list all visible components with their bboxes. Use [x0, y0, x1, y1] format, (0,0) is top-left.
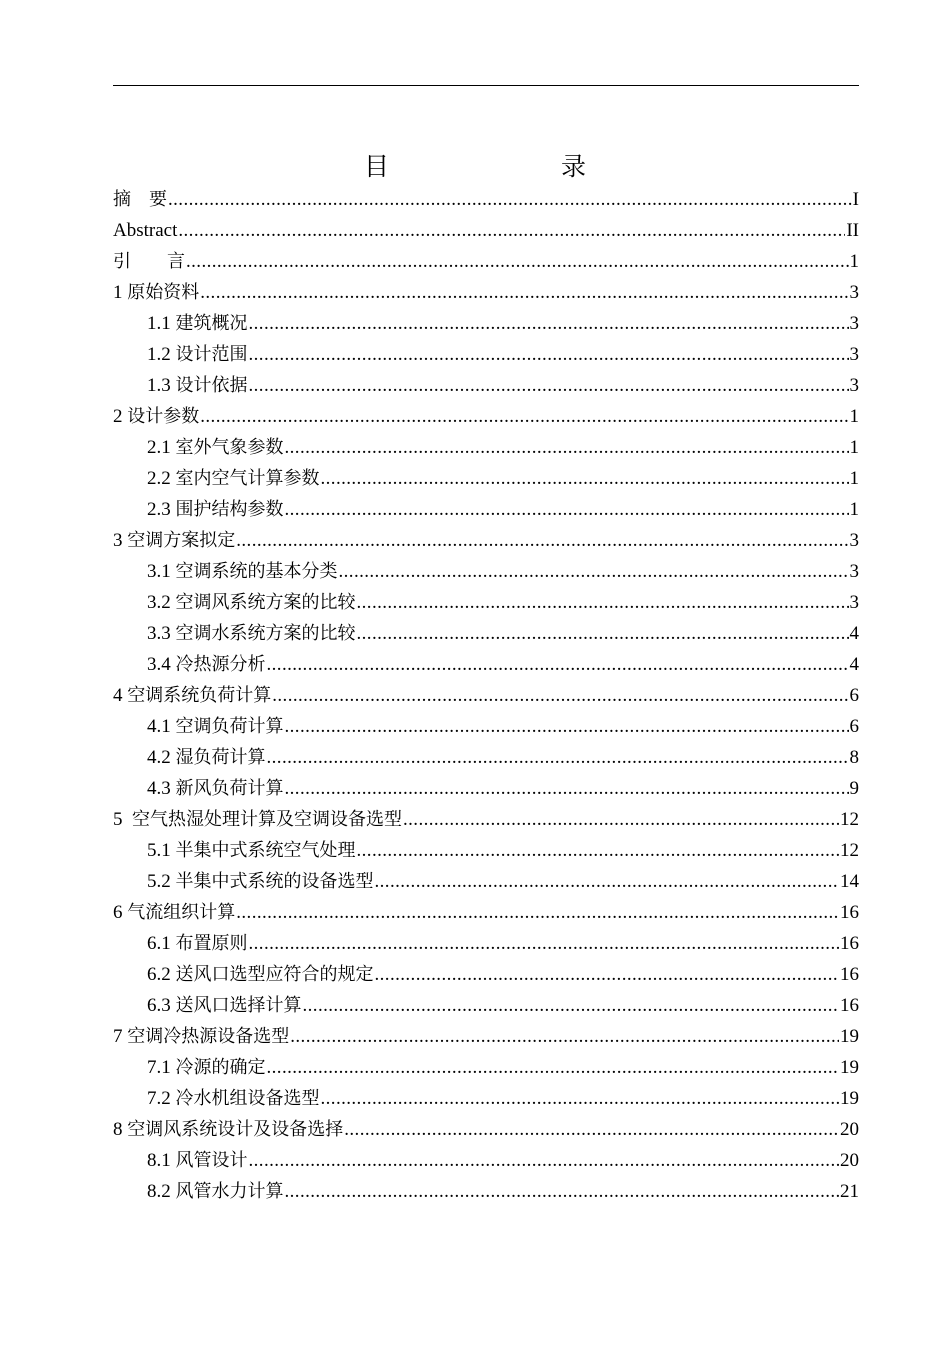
toc-entry-text: 湿负荷计算 [175, 747, 266, 768]
toc-page-number: 8 [849, 747, 859, 768]
toc-entry[interactable] [113, 928, 859, 959]
toc-entry[interactable] [113, 618, 859, 649]
toc-entry-text: 围护结构参数 [175, 499, 284, 520]
toc-dot-leader [357, 618, 849, 649]
toc-entry-text: 冷水机组设备选型 [175, 1088, 320, 1109]
toc-entry-text: 室外气象参数 [175, 437, 284, 458]
toc-page-number: 3 [849, 344, 859, 365]
toc-page-number: 19 [840, 1088, 859, 1109]
toc-entry-text: 建筑概况 [175, 313, 248, 334]
toc-dot-leader [285, 1176, 840, 1207]
toc-entry-label [147, 494, 284, 525]
toc-entry-label [147, 990, 302, 1021]
toc-entry[interactable] [113, 897, 859, 928]
toc-page-number: 12 [840, 809, 859, 830]
toc-entry[interactable] [113, 246, 859, 277]
toc-entry-label [147, 742, 266, 773]
toc-dot-leader [249, 370, 849, 401]
toc-dot-leader [339, 556, 849, 587]
toc-entry-label [147, 866, 374, 897]
toc-entry-number: 7.2 [147, 1088, 176, 1109]
toc-dot-leader [249, 1145, 840, 1176]
toc-page-number: 21 [840, 1181, 859, 1202]
toc-dot-leader [303, 990, 840, 1021]
toc-entry-text: 风管水力计算 [175, 1181, 284, 1202]
toc-dot-leader [249, 308, 849, 339]
toc-entry[interactable] [113, 1114, 859, 1145]
toc-dot-leader [285, 494, 849, 525]
toc-entry-text: 送风口选择计算 [175, 995, 302, 1016]
toc-entry-label [113, 246, 185, 277]
toc-entry-text: 空调风系统设计及设备选择 [127, 1119, 344, 1140]
toc-page-number: 1 [849, 251, 859, 272]
toc-entry[interactable] [113, 308, 859, 339]
toc-entry-label [147, 959, 374, 990]
toc-page-number: 16 [840, 933, 859, 954]
toc-entry[interactable] [113, 990, 859, 1021]
toc-dot-leader [249, 928, 840, 959]
toc-entry-number: 7.1 [147, 1057, 176, 1078]
toc-dot-leader [285, 773, 849, 804]
toc-page-number: 6 [849, 685, 859, 706]
toc-entry-label [147, 308, 248, 339]
toc-page-number: 9 [849, 778, 859, 799]
toc-dot-leader [168, 184, 852, 215]
toc-entry-label [113, 804, 402, 835]
toc-dot-leader [285, 711, 849, 742]
toc-dot-leader [344, 1114, 839, 1145]
toc-entry-number: 3.3 [147, 623, 176, 644]
toc-page-number: 16 [840, 995, 859, 1016]
toc-entry-label [113, 184, 167, 215]
toc-entry-number: 1.3 [147, 375, 176, 396]
toc-entry-label [147, 1052, 266, 1083]
toc-entry-label [147, 556, 338, 587]
toc-dot-leader [267, 1052, 840, 1083]
toc-page-number: 12 [840, 840, 859, 861]
toc-entry-text: 气流组织计算 [127, 902, 236, 923]
toc-page-number: II [846, 220, 859, 241]
toc-page-number: 16 [840, 964, 859, 985]
toc-entry-label [113, 525, 235, 556]
toc-entry-text: 摘 要 [113, 189, 167, 210]
toc-page-number: 3 [849, 592, 859, 613]
toc-entry-text: 空调方案拟定 [127, 530, 236, 551]
toc-entry-text: 空气热湿处理计算及空调设备选型 [132, 809, 402, 830]
toc-dot-leader [357, 835, 840, 866]
toc-entry-label [113, 680, 271, 711]
toc-entry-number: 8.2 [147, 1181, 176, 1202]
table-of-contents [113, 184, 859, 1207]
toc-entry-number: 7 [113, 1026, 128, 1047]
toc-entry-number: 5 [113, 809, 132, 830]
toc-entry[interactable] [113, 1145, 859, 1176]
toc-entry[interactable] [113, 1021, 859, 1052]
toc-entry-label [113, 401, 199, 432]
toc-dot-leader [285, 432, 849, 463]
toc-entry-label [147, 432, 284, 463]
toc-entry-label [147, 711, 284, 742]
toc-entry-text: 室内空气计算参数 [175, 468, 320, 489]
toc-entry-text: 设计参数 [127, 406, 200, 427]
toc-entry-number: 6.3 [147, 995, 176, 1016]
toc-entry[interactable] [113, 401, 859, 432]
toc-dot-leader [178, 215, 845, 246]
toc-page-number: 4 [849, 623, 859, 644]
toc-entry-text: Abstract [113, 220, 178, 241]
toc-dot-leader [321, 1083, 840, 1114]
toc-entry-text: 半集中式系统的设备选型 [175, 871, 374, 892]
toc-entry-number: 2.2 [147, 468, 176, 489]
toc-entry-text: 设计依据 [175, 375, 248, 396]
toc-page-number: 20 [840, 1150, 859, 1171]
toc-entry-number: 5.1 [147, 840, 176, 861]
toc-entry-number: 4 [113, 685, 128, 706]
toc-entry-text: 冷热源分析 [175, 654, 266, 675]
toc-page-number: 3 [849, 282, 859, 303]
toc-dot-leader [272, 680, 848, 711]
toc-entry-text: 引 言 [113, 251, 185, 272]
toc-entry[interactable] [113, 184, 859, 215]
toc-entry-number: 3 [113, 530, 128, 551]
toc-entry-label [113, 897, 235, 928]
toc-entry[interactable] [113, 215, 859, 246]
toc-entry-label [113, 277, 199, 308]
toc-entry-label [147, 339, 248, 370]
toc-entry-text: 设计范围 [175, 344, 248, 365]
toc-entry[interactable] [113, 804, 859, 835]
toc-page-number: 20 [840, 1119, 859, 1140]
toc-entry[interactable] [113, 525, 859, 556]
toc-entry-label [147, 649, 266, 680]
toc-page-number: 1 [849, 406, 859, 427]
toc-dot-leader [375, 866, 840, 897]
toc-entry[interactable] [113, 1083, 859, 1114]
toc-page-number: 6 [849, 716, 859, 737]
toc-entry[interactable] [113, 959, 859, 990]
toc-entry[interactable] [113, 1052, 859, 1083]
toc-entry-label [147, 835, 356, 866]
toc-page-number: 3 [849, 530, 859, 551]
toc-entry-number: 8.1 [147, 1150, 176, 1171]
toc-entry-number: 3.2 [147, 592, 176, 613]
toc-dot-leader [186, 246, 849, 277]
toc-entry-text: 原始资料 [127, 282, 200, 303]
toc-entry-label [147, 463, 320, 494]
toc-entry-text: 半集中式系统空气处理 [175, 840, 356, 861]
toc-page-number: 1 [849, 499, 859, 520]
toc-entry-label [147, 1145, 248, 1176]
toc-entry-number: 5.2 [147, 871, 176, 892]
toc-page-number: 14 [840, 871, 859, 892]
toc-page-number: 3 [849, 375, 859, 396]
toc-entry[interactable] [113, 773, 859, 804]
toc-dot-leader [290, 1021, 839, 1052]
toc-entry-number: 6.1 [147, 933, 176, 954]
toc-entry[interactable] [113, 277, 859, 308]
toc-entry-label [113, 1114, 343, 1145]
toc-dot-leader [236, 525, 848, 556]
toc-entry-number: 1 [113, 282, 128, 303]
header-rule [113, 85, 859, 86]
toc-entry-text: 冷源的确定 [175, 1057, 266, 1078]
toc-entry[interactable] [113, 742, 859, 773]
toc-entry-label [113, 215, 177, 246]
page-title: 目 录 [364, 152, 638, 181]
toc-entry[interactable] [113, 432, 859, 463]
toc-entry[interactable] [113, 649, 859, 680]
toc-dot-leader [200, 401, 848, 432]
toc-entry-text: 空调系统负荷计算 [127, 685, 272, 706]
toc-entry[interactable] [113, 866, 859, 897]
toc-entry-number: 6.2 [147, 964, 176, 985]
toc-page-number: 1 [849, 468, 859, 489]
toc-entry-text: 空调风系统方案的比较 [175, 592, 356, 613]
toc-page-number: 3 [849, 561, 859, 582]
toc-entry-number: 4.1 [147, 716, 176, 737]
toc-entry-label [147, 1083, 320, 1114]
toc-entry-number: 6 [113, 902, 128, 923]
toc-entry[interactable] [113, 680, 859, 711]
toc-entry-label [147, 618, 356, 649]
toc-entry-label [147, 370, 248, 401]
toc-entry-number: 2.3 [147, 499, 176, 520]
toc-entry-number: 4.2 [147, 747, 176, 768]
toc-entry[interactable] [113, 587, 859, 618]
toc-page-number: 16 [840, 902, 859, 923]
toc-entry[interactable] [113, 835, 859, 866]
toc-dot-leader [357, 587, 849, 618]
toc-entry[interactable] [113, 494, 859, 525]
toc-dot-leader [249, 339, 849, 370]
toc-entry[interactable] [113, 711, 859, 742]
toc-entry-number: 3.1 [147, 561, 176, 582]
toc-entry[interactable] [113, 463, 859, 494]
toc-entry-number: 1.2 [147, 344, 176, 365]
toc-entry-label [147, 773, 284, 804]
toc-dot-leader [200, 277, 848, 308]
toc-entry-text: 风管设计 [175, 1150, 248, 1171]
toc-dot-leader [321, 463, 849, 494]
toc-entry-text: 空调负荷计算 [175, 716, 284, 737]
toc-page-number: 4 [849, 654, 859, 675]
toc-dot-leader [403, 804, 839, 835]
toc-entry-number: 2 [113, 406, 128, 427]
toc-entry-label [147, 928, 248, 959]
toc-entry-text: 送风口选型应符合的规定 [175, 964, 374, 985]
toc-dot-leader [236, 897, 839, 928]
toc-entry[interactable] [113, 370, 859, 401]
toc-entry-label [147, 587, 356, 618]
toc-entry-text: 空调冷热源设备选型 [127, 1026, 290, 1047]
toc-entry-number: 1.1 [147, 313, 176, 334]
toc-entry-label [147, 1176, 284, 1207]
toc-page-number: 19 [840, 1057, 859, 1078]
toc-entry-text: 空调系统的基本分类 [175, 561, 338, 582]
toc-dot-leader [267, 649, 849, 680]
toc-entry[interactable] [113, 556, 859, 587]
toc-entry-label [113, 1021, 289, 1052]
toc-entry-text: 空调水系统方案的比较 [175, 623, 356, 644]
toc-entry-number: 8 [113, 1119, 128, 1140]
toc-page-number: 19 [840, 1026, 859, 1047]
toc-entry-number: 4.3 [147, 778, 176, 799]
toc-entry[interactable] [113, 1176, 859, 1207]
toc-page-number: I [852, 189, 859, 210]
toc-entry-number: 2.1 [147, 437, 176, 458]
toc-dot-leader [375, 959, 840, 990]
toc-entry-text: 布置原则 [175, 933, 248, 954]
toc-page-number: 1 [849, 437, 859, 458]
toc-entry-number: 3.4 [147, 654, 176, 675]
toc-entry-text: 新风负荷计算 [175, 778, 284, 799]
toc-dot-leader [267, 742, 849, 773]
toc-page-number: 3 [849, 313, 859, 334]
toc-entry[interactable] [113, 339, 859, 370]
